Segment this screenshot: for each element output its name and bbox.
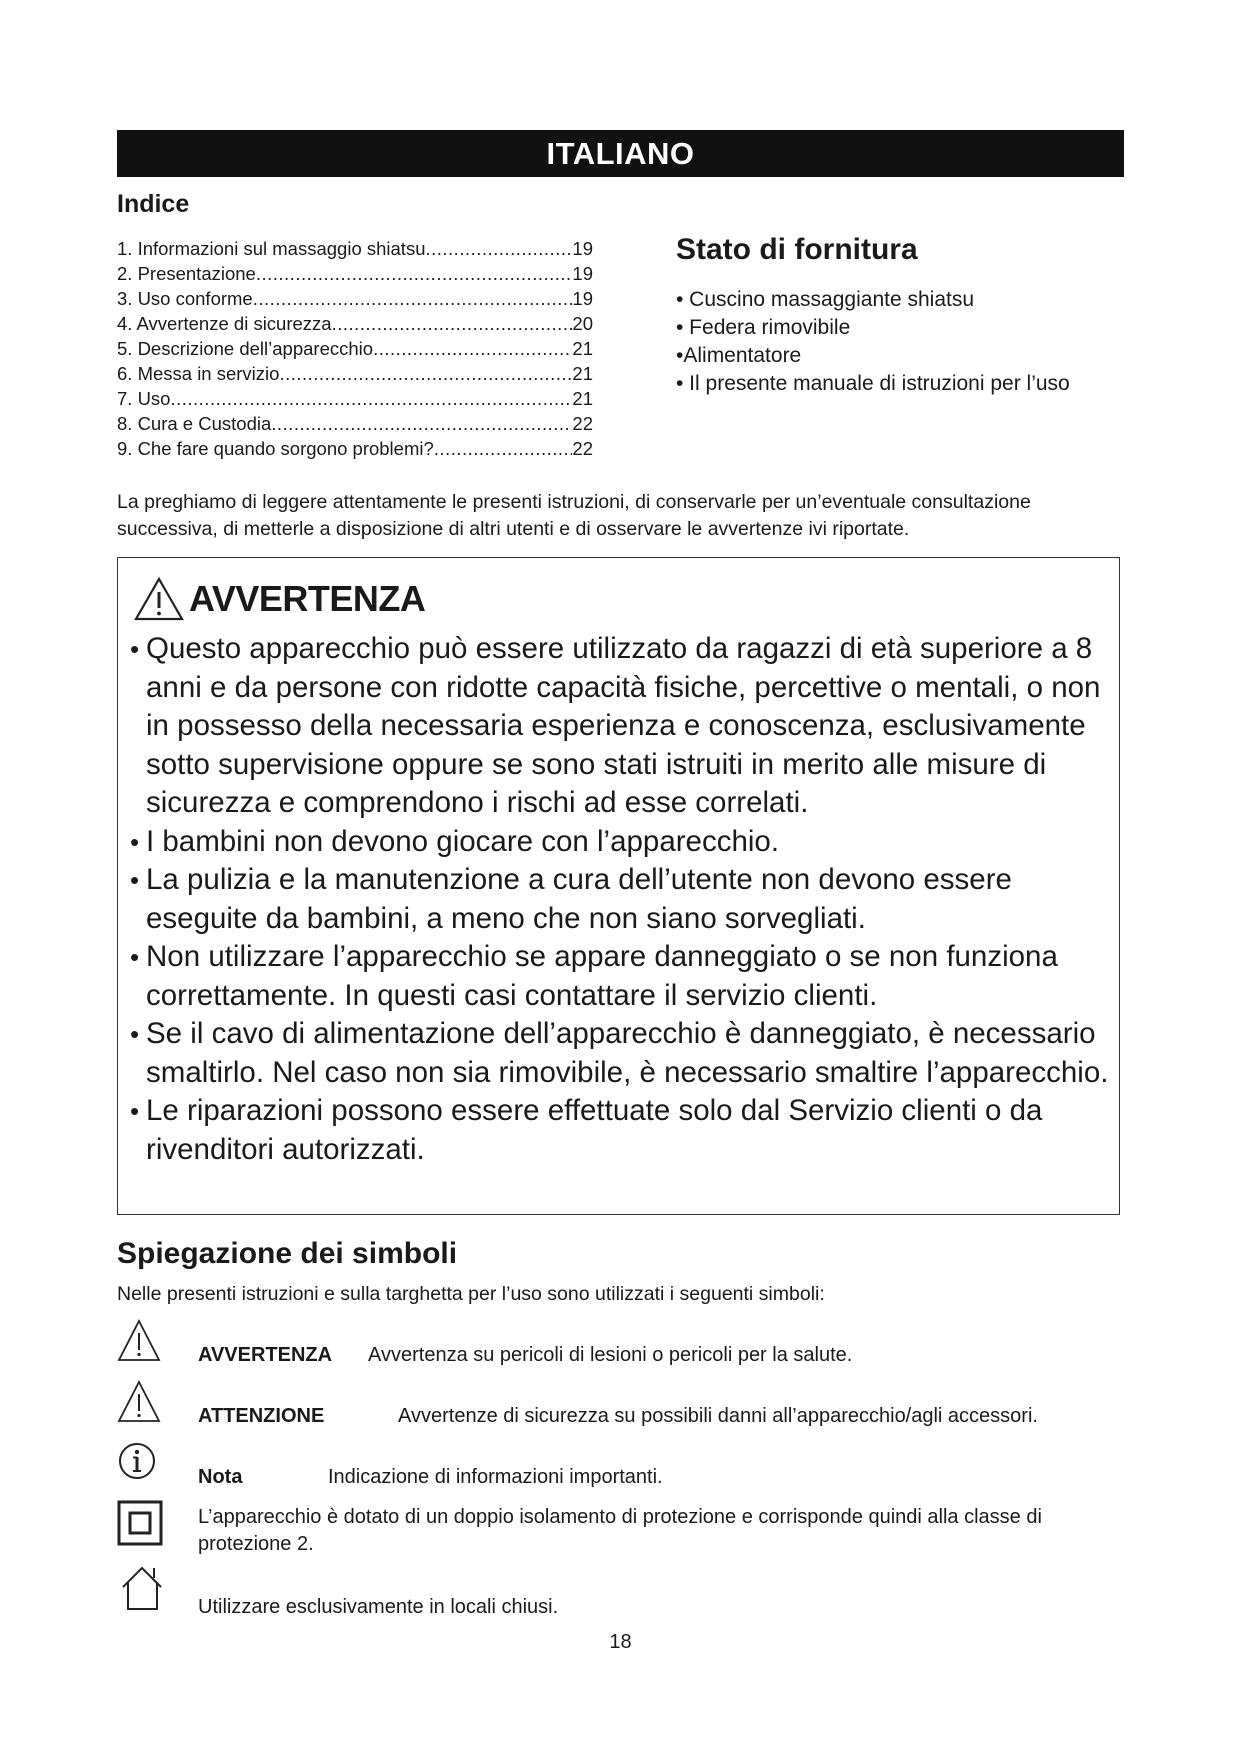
double-insulation-icon (117, 1500, 163, 1546)
page-number: 18 (609, 1631, 632, 1653)
warning-item: • Questo apparecchio può essere utilizzato da ragazzi di età superiore a 8 anni e da persone con ridotte capacità fisiche, percettive o mentali, o non in possesso della necessaria esperienza e conoscenza, esclusivamente sotto supervisione oppure se sono stati istruiti in merito alle misure di sicurezza e comprendono i rischi ad esse correlati. (130, 632, 1101, 819)
symbol-description: Indicazione di informazioni importanti. (328, 1466, 663, 1488)
warning-box (117, 557, 1120, 1215)
symbol-label: ATTENZIONE (198, 1405, 325, 1427)
delivery-scope-list (676, 286, 1070, 398)
toc-item: 5. Descrizione dell’apparecchio ..... 21 (117, 336, 593, 361)
toc-item: 1. Informazioni sul massaggio shiatsu ..... 19 (117, 236, 593, 261)
warning-triangle-icon (117, 1380, 161, 1424)
symbol-description: Utilizzare esclusivamente in locali chiusi. (198, 1596, 559, 1618)
symbol-label: AVVERTENZA (198, 1344, 333, 1366)
list-item: • Cuscino massaggiante shiatsu (676, 288, 975, 311)
symbol-description: Avvertenze di sicurezza su possibili danni all’apparecchio/agli accessori. (398, 1405, 1038, 1427)
list-item: • Federa rimovibile (676, 316, 851, 339)
symbol-label: Nota (198, 1466, 243, 1488)
symbol-description: L’apparecchio è dotato di un doppio isolamento di protezione e corrisponde quindi alla classe di protezione 2. (198, 1506, 1042, 1555)
warning-header (133, 576, 425, 622)
toc-item: 6. Messa in servizio ..... 21 (117, 361, 593, 386)
list-item: •Alimentatore (676, 344, 802, 367)
toc-item: 3. Uso conforme ..... 19 (117, 286, 593, 311)
warning-list (130, 630, 1110, 1169)
warning-triangle-icon (117, 1319, 161, 1363)
list-item: • Il presente manuale di istruzioni per l’uso (676, 372, 1070, 395)
toc-item: 4. Avvertenze di sicurezza ..... 20 (117, 311, 593, 336)
warning-triangle-icon (133, 576, 185, 622)
toc-title: Indice (117, 190, 190, 218)
intro-paragraph: La preghiamo di leggere attentamente le presenti istruzioni, di conservarle per un’eventuale consultazione successiva, di metterle a disposizione di altri utenti e di osservare le avvertenze ivi riportate. (117, 491, 1031, 540)
toc-item: 9. Che fare quando sorgono problemi? ..... 22 (117, 436, 593, 461)
warning-item: • I bambini non devono giocare con l’apparecchio. (130, 824, 780, 858)
warning-item: • Se il cavo di alimentazione dell’apparecchio è danneggiato, è necessario smaltirlo. Nel caso non sia rimovibile, è necessario smaltire l’apparecchio. (130, 1017, 1109, 1089)
info-icon (117, 1441, 157, 1481)
warning-item: • Non utilizzare l’apparecchio se appare danneggiato o se non funziona correttamente. In questi casi contattare il servizio clienti. (130, 940, 1058, 1012)
toc-item: 2. Presentazione ..... 19 (117, 261, 593, 286)
indoor-house-icon (117, 1563, 167, 1613)
language-banner: ITALIANO (117, 130, 1124, 177)
warning-title: AVVERTENZA (189, 578, 426, 619)
warning-item: • La pulizia e la manutenzione a cura dell’utente non devono essere eseguite da bambini, a meno che non siano sorvegliati. (130, 863, 1012, 935)
symbols-title: Spiegazione dei simboli (117, 1237, 458, 1270)
delivery-scope-title: Stato di fornitura (676, 233, 918, 266)
toc-item: 8. Cura e Custodia ..... 22 (117, 411, 593, 436)
table-of-contents (117, 236, 593, 461)
symbols-intro: Nelle presenti istruzioni e sulla targhetta per l’uso sono utilizzati i seguenti simboli: (117, 1283, 825, 1305)
symbol-description: Avvertenza su pericoli di lesioni o pericoli per la salute. (368, 1344, 853, 1366)
toc-item: 7. Uso ..... 21 (117, 386, 593, 411)
warning-item: • Le riparazioni possono essere effettuate solo dal Servizio clienti o da rivenditori autorizzati. (130, 1094, 1043, 1166)
